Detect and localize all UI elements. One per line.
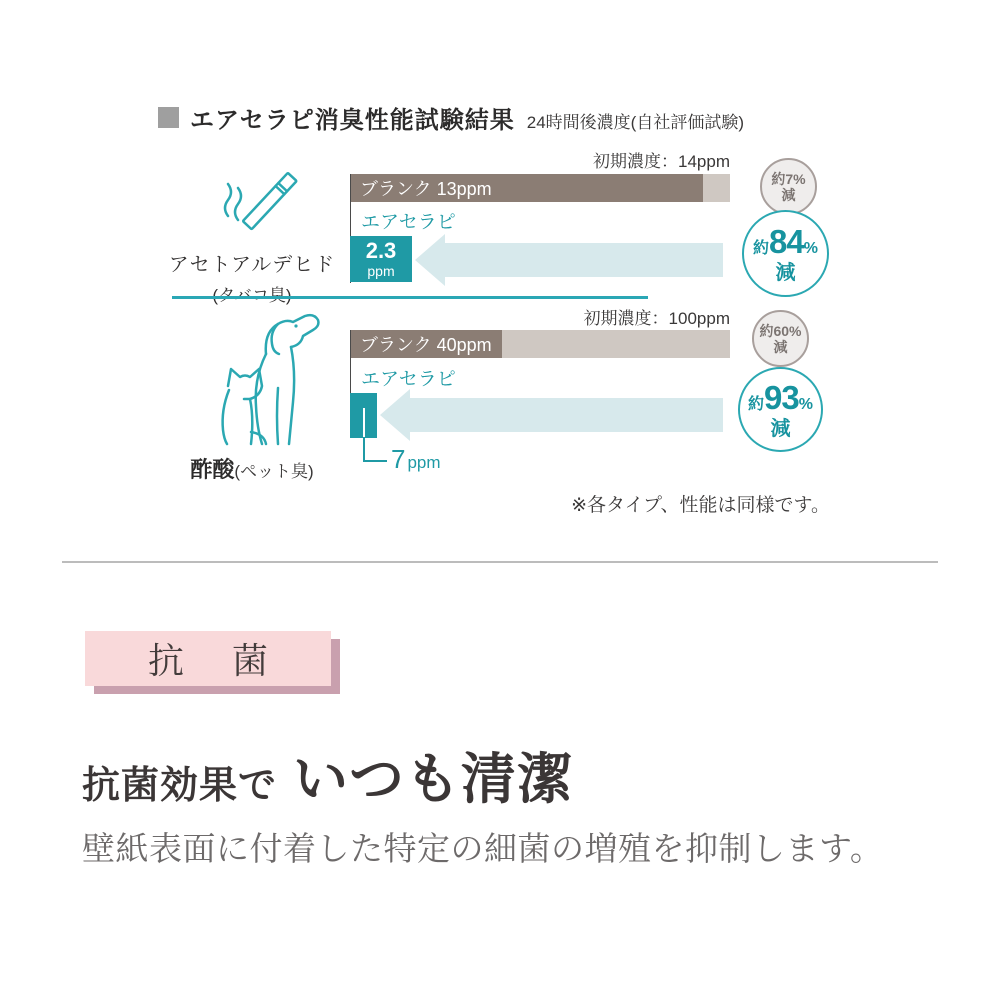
row2-blank-reduction-badge bbox=[752, 310, 809, 367]
row1-blank-bar-fill bbox=[350, 174, 703, 202]
row2-reduction-value: 93 bbox=[764, 378, 799, 416]
row-separator-line bbox=[172, 296, 648, 299]
row1-reduction-prefix: 約 bbox=[753, 239, 770, 257]
heading-main: いつも清潔 bbox=[293, 748, 574, 810]
row2-airtherapy-reduction-badge bbox=[738, 367, 823, 452]
antibacterial-heading bbox=[82, 735, 573, 814]
row2-airtherapy-label: エアセラピ bbox=[361, 369, 456, 390]
row2-reduction-arrow-icon bbox=[380, 389, 723, 441]
row1-blank-reduction-suffix: 減 bbox=[781, 186, 796, 203]
row1-airtherapy-reduction-badge bbox=[742, 210, 829, 297]
row1-blank-bar bbox=[350, 174, 730, 202]
row2-substance-label bbox=[152, 453, 352, 484]
antibacterial-badge-label: 抗 菌 bbox=[147, 640, 274, 681]
row1-reduction-arrow-icon bbox=[415, 234, 723, 286]
row2-blank-bar-label: ブランク 40ppm bbox=[360, 335, 492, 355]
antibacterial-description: 壁紙表面に付着した特定の細菌の増殖を抑制します。 bbox=[82, 830, 884, 867]
row1-airtherapy-label: エアセラピ bbox=[361, 212, 456, 233]
row1-reduction-value: 84 bbox=[769, 222, 804, 260]
row2-blank-reduction-suffix: 減 bbox=[773, 338, 788, 355]
row2-value-unit: ppm bbox=[407, 453, 441, 472]
row1-reduction-suffix: 減 bbox=[775, 261, 796, 284]
title-square-bullet bbox=[158, 107, 179, 128]
section-divider bbox=[62, 561, 938, 563]
row2-reduction-suffix: 減 bbox=[770, 417, 791, 440]
row1-value-unit: ppm bbox=[367, 263, 395, 279]
chart-title: エアセラピ消臭性能試験結果 bbox=[190, 107, 515, 134]
row2-reduction-pct-sign: % bbox=[798, 395, 813, 413]
section-title bbox=[158, 100, 744, 135]
row1-blank-bar-label: ブランク 13ppm bbox=[360, 179, 492, 199]
odor-type: (ペット臭) bbox=[234, 462, 314, 481]
antibacterial-badge bbox=[85, 631, 331, 686]
row1-blank-reduction-pct: 約7% bbox=[771, 170, 806, 187]
cat-dog-icon bbox=[192, 312, 332, 450]
row1-airtherapy-value-box bbox=[350, 236, 412, 282]
substance-name: アセトアルデヒド bbox=[168, 254, 336, 276]
row2-value-number: 7 bbox=[391, 444, 406, 474]
row2-reduction-prefix: 約 bbox=[748, 395, 765, 413]
chart-footnote: ※各タイプ、性能は同様です。 bbox=[571, 495, 830, 516]
heading-prefix: 抗菌効果で bbox=[82, 765, 278, 807]
row2-initial-concentration: 初期濃度：100ppm bbox=[583, 309, 730, 328]
chart-subtitle: 24時間後濃度(自社評価試験) bbox=[526, 113, 744, 132]
odor-type bbox=[152, 281, 352, 306]
row1-initial-concentration: 初期濃度：14ppm bbox=[593, 152, 730, 171]
substance-name: 酢酸 bbox=[190, 457, 235, 482]
row2-blank-bar bbox=[350, 330, 730, 358]
row2-blank-bar-fill bbox=[350, 330, 502, 358]
row1-blank-reduction-badge bbox=[760, 158, 817, 215]
row1-value-number: 2.3 bbox=[365, 238, 397, 263]
row1-reduction-pct-sign: % bbox=[803, 239, 818, 257]
dog-icon bbox=[256, 315, 319, 444]
row2-blank-reduction-pct: 約60% bbox=[759, 322, 802, 339]
row2-value-callout bbox=[391, 444, 441, 475]
cigarette-icon bbox=[212, 160, 322, 248]
